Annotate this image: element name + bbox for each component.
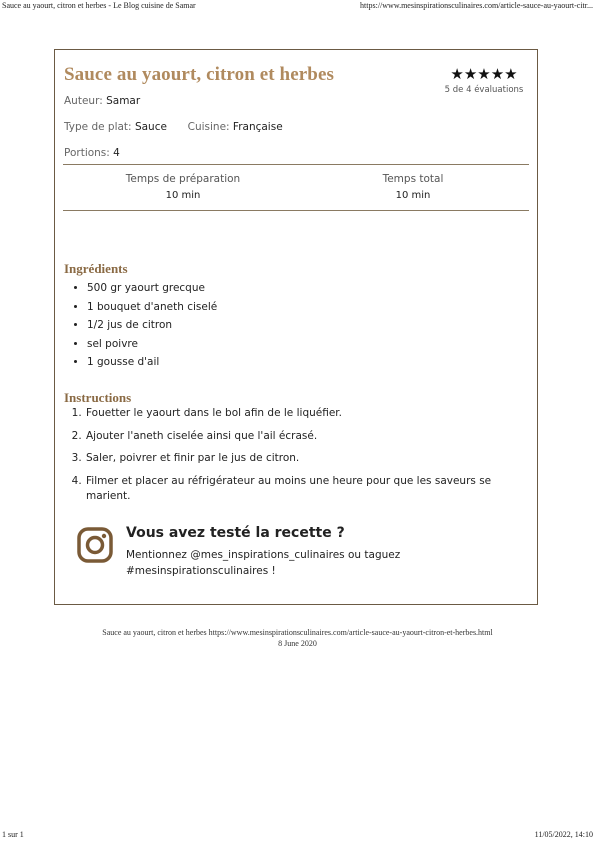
instagram-icon[interactable]	[77, 527, 113, 563]
prep-time-label: Temps de préparation	[125, 173, 241, 185]
promo-text: Mentionnez @mes_inspirations_culinaires ou taguez #mesinspirationsculinaires !	[126, 549, 401, 577]
author-value: Samar	[106, 95, 141, 107]
page-footer-source: Sauce au yaourt, citron et herbes https://www.mesinspirationsculinaires.com/article-sauce-au-yaourt-citron-et-herbes.html	[102, 628, 493, 637]
print-header-title: Sauce au yaourt, citron et herbes - Le Blog cuisine de Samar	[2, 1, 196, 10]
portions-value: 4	[113, 147, 120, 159]
ingredient-item: • sel poivre	[87, 335, 217, 354]
cuisine-label: Cuisine:	[187, 121, 230, 133]
prep-time	[83, 173, 283, 201]
total-time-value: 10 min	[395, 190, 431, 201]
print-timestamp: 11/05/2022, 14:10	[534, 830, 593, 839]
ingredient-item: • 1 gousse d'ail	[87, 353, 217, 372]
ingredients-list	[63, 279, 217, 372]
prep-time-value: 10 min	[165, 190, 201, 201]
recipe-title: Sauce au yaourt, citron et herbes	[64, 64, 334, 85]
instruction-step: 3. Saler, poivrer et finir par le jus de citron.	[85, 451, 525, 466]
recipe-portions	[64, 147, 120, 159]
ingredient-item: • 500 gr yaourt grecque	[87, 279, 217, 298]
print-header	[0, 0, 595, 12]
instruction-step: 1. Fouetter le yaourt dans le bol afin de le liquéfier.	[85, 406, 525, 421]
ingredient-item: • 1/2 jus de citron	[87, 316, 217, 335]
dish-type-label: Type de plat:	[64, 121, 132, 133]
divider-top	[63, 164, 529, 165]
ingredient-item: • 1 bouquet d'aneth ciselé	[87, 298, 217, 317]
page-footer-date: 8 June 2020	[278, 639, 317, 648]
page-count: 1 sur 1	[2, 830, 24, 839]
instruction-step: 2. Ajouter l'aneth ciselée ainsi que l'ail écrasé.	[85, 429, 525, 444]
print-header-url: https://www.mesinspirationsculinaires.com/article-sauce-au-yaourt-citr...	[360, 1, 593, 10]
promo-title: Vous avez testé la recette ?	[126, 525, 345, 541]
rating	[439, 66, 529, 95]
portions-label: Portions:	[64, 147, 110, 159]
rating-stars-icon[interactable]: ★★★★★	[450, 65, 518, 83]
dish-type-value: Sauce	[134, 121, 167, 133]
instructions-heading: Instructions	[64, 390, 132, 405]
total-time-label: Temps total	[382, 173, 444, 185]
recipe-author	[64, 95, 140, 107]
cuisine-value: Française	[232, 121, 283, 133]
instruction-step: 4. Filmer et placer au réfrigérateur au moins une heure pour que les saveurs se marient.	[85, 474, 525, 504]
rating-text: 5 de 4 évaluations	[444, 85, 524, 95]
total-time	[313, 173, 513, 201]
recipe-type	[64, 121, 283, 133]
divider-bottom	[63, 210, 529, 211]
page-footer	[0, 627, 595, 649]
author-label: Auteur:	[64, 95, 103, 107]
instructions-list	[63, 406, 525, 511]
ingredients-heading: Ingrédients	[64, 261, 128, 276]
recipe-card	[54, 49, 538, 605]
